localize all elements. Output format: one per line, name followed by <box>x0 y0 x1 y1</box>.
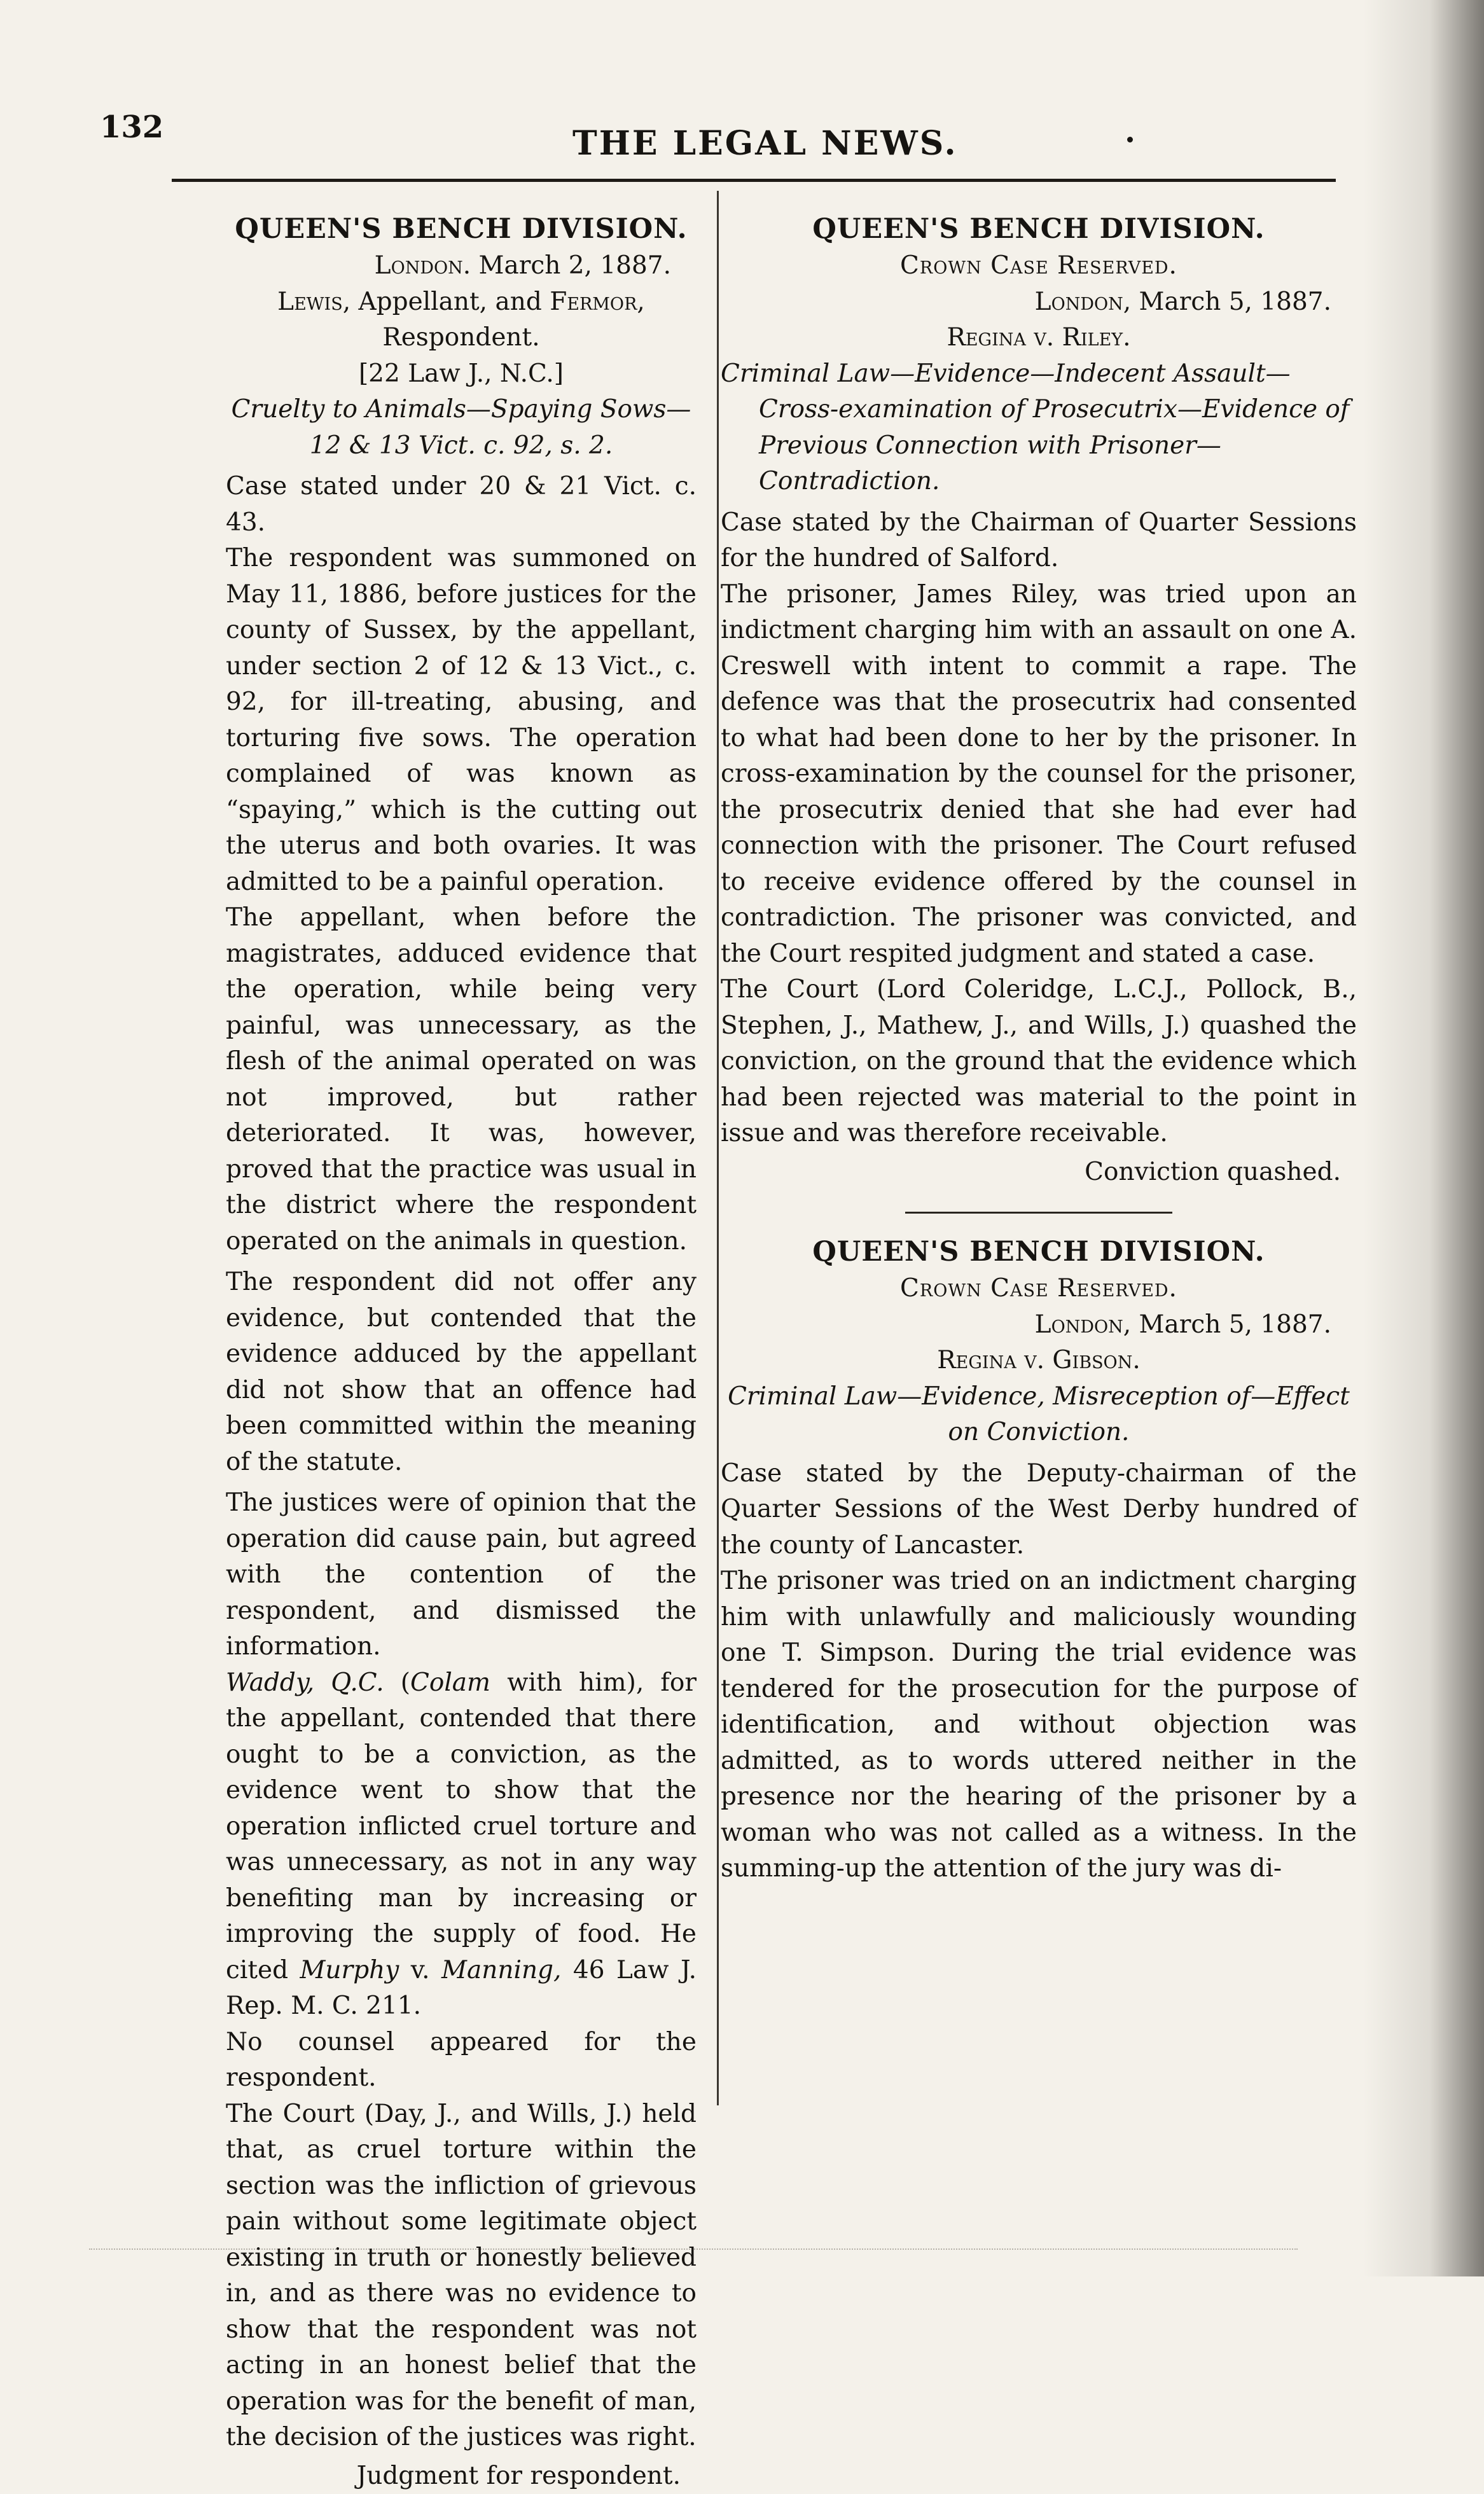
case-parties: Regina v. Gibson. <box>721 1343 1357 1379</box>
division-heading: QUEEN'S BENCH DIVISION. <box>226 210 697 248</box>
right-column <box>721 210 1357 1887</box>
paragraph: Case stated by the Deputy-chairman of the Quarter Sessions of the West Derby hundred of the county of Lancaster. <box>721 1456 1357 1564</box>
page-edge-shadow <box>1363 0 1484 2276</box>
date-line <box>226 248 697 284</box>
judgment-line: Judgment for respondent. <box>226 2458 697 2494</box>
junior-counsel: Colam <box>410 1668 490 1697</box>
catchwords: Cruelty to Animals—Spaying Sows—12 & 13 Vict. c. 92, s. 2. <box>226 392 697 464</box>
date-text: March 2, 1887. <box>479 251 671 280</box>
text-run: 46 Law J. Rep. M. C. 211. <box>226 1956 697 2021</box>
page-bottom-edge <box>89 2248 1298 2254</box>
paragraph: The Court (Day, J., and Wills, J.) held that, as cruel torture within the section was the infliction of grievous pain without some legitimate object existing in truth or honestly believed in, and as there was no evidence to show that the respondent was not acting in an honest belief that the operation was for the benefit of man, the decision of the justices was right. <box>226 2096 697 2456</box>
case-parties <box>226 284 697 356</box>
paragraph: The appellant, when before the magistrates, adduced evidence that the operation, while being very painful, was unnecessary, as the flesh of the animal operated on was not improved, but rather deteriorated. It was, however, proved that the practice was usual in the district where the respondent operated on the animals in question. <box>226 900 697 1259</box>
catchwords: Criminal Law—Evidence, Misreception of—Effect on Conviction. <box>721 1379 1357 1451</box>
party-respondent: Fermor <box>550 288 637 316</box>
page-number: 132 <box>100 109 163 145</box>
header-rule <box>172 179 1336 182</box>
paragraph: The respondent did not offer any evidence, but contended that the evidence adduced by the appellant did not show that an offence had been committed within the meaning of the statute. <box>226 1264 697 1480</box>
paragraph: The prisoner, James Riley, was tried upon an indictment charging him with an assault on one A. Creswell with intent to commit a rape. The defence was that the prosecutrix had consented to what had been done to her by the prisoner. In cross-examination by the counsel for the prisoner, the prosecutrix denied that she had ever had connection with the prisoner. The Court refused to receive evidence offered by the counsel in contradiction. The prisoner was convicted, and the Court respited judgment and stated a case. <box>721 577 1357 973</box>
text-run: v. <box>399 1956 441 1985</box>
paragraph: Case stated by the Chairman of Quarter Sessions for the hundred of Salford. <box>721 505 1357 577</box>
cited-case-party: Murphy <box>300 1956 399 1985</box>
counsel-paragraph <box>226 1665 697 2025</box>
division-heading: QUEEN'S BENCH DIVISION. <box>721 1233 1357 1271</box>
date-line <box>721 284 1357 321</box>
paragraph: The Court (Lord Coleridge, L.C.J., Pollock, B., Stephen, J., Mathew, J., and Wills, J.) quashed the conviction, on the ground that the evidence which had been rejected was material to the point in issue and was therefore receivable. <box>721 972 1357 1152</box>
party-appellant: Lewis <box>277 288 343 316</box>
counsel-name: Waddy, Q.C. <box>226 1668 384 1697</box>
court-heading: Crown Case Reserved. <box>721 1271 1357 1307</box>
text-run: ( <box>384 1668 410 1697</box>
column-divider <box>717 191 719 2105</box>
paragraph: No counsel appeared for the respondent. <box>226 2025 697 2096</box>
division-heading: QUEEN'S BENCH DIVISION. <box>721 210 1357 248</box>
paragraph: The prisoner was tried on an indictment charging him with unlawfully and maliciously wounding one T. Simpson. During the trial evidence was tendered for the prosecution for the purpose of identification, and without objection was admitted, as to words uttered neither in the presence nor the hearing of the prisoner by a woman who was not called as a witness. In the summing-up the attention of the jury was di- <box>721 1563 1357 1887</box>
party-respondent-role: , Respondent. <box>382 288 644 352</box>
party-appellant-role: , Appellant, and <box>343 288 550 316</box>
catchwords: Criminal Law—Evidence—Indecent Assault—Cross-examination of Prosecutrix—Evidence of Previous Connection with Prisoner—Contradiction. <box>721 356 1357 500</box>
text-run: with him), for the appellant, contended that there ought to be a conviction, as the evidence went to show that the operation inflicted cruel torture and was unnecessary, as not in any way benefiting man by increasing or improving the supply of food. He cited <box>226 1668 697 1985</box>
header-dot <box>1127 137 1133 142</box>
running-head: THE LEGAL NEWS. <box>572 124 958 163</box>
report-citation: [22 Law J., N.C.] <box>226 356 697 392</box>
date-line <box>721 1307 1357 1343</box>
left-column <box>226 210 697 2494</box>
paragraph: The justices were of opinion that the operation did cause pain, but agreed with the contention of the respondent, and dismissed the information. <box>226 1485 697 1665</box>
case-parties: Regina v. Riley. <box>721 320 1357 356</box>
date-text: March 5, 1887. <box>1139 1310 1331 1339</box>
section-rule <box>905 1212 1172 1214</box>
date-place: London, <box>1035 288 1131 316</box>
judgment-line: Conviction quashed. <box>721 1154 1357 1191</box>
cited-case-party: Manning, <box>441 1956 561 1985</box>
date-place: London, <box>1035 1310 1131 1339</box>
court-heading: Crown Case Reserved. <box>721 248 1357 284</box>
paragraph: The respondent was summoned on May 11, 1886, before justices for the county of Sussex, by the appellant, under section 2 of 12 & 13 Vict., c. 92, for ill-treating, abusing, and torturing five sows. The operation complained of was known as “spaying,” which is the cutting out the uterus and both ovaries. It was admitted to be a painful operation. <box>226 541 697 900</box>
date-text: March 5, 1887. <box>1139 288 1331 316</box>
paragraph: Case stated under 20 & 21 Vict. c. 43. <box>226 469 697 541</box>
date-place: London. <box>375 251 471 280</box>
